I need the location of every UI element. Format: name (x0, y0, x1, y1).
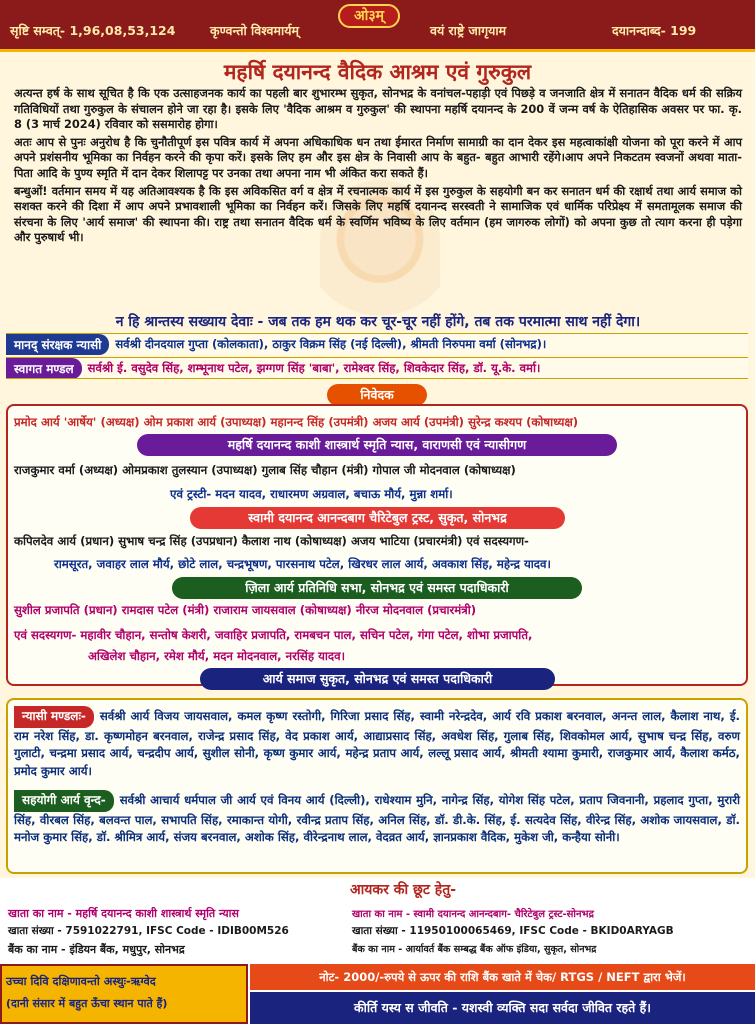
page-title: महर्षि दयानन्द वैदिक आश्रम एवं गुरुकुल (223, 60, 532, 84)
account2-number: खाता संख्या - 11950100065469, IFSC Code - BKID0ARYAGB (352, 925, 674, 937)
dayanandabd: दयानन्दाब्द- 199 (612, 23, 697, 38)
payment-note: नोट- 2000/-रुपये से ऊपर की राशि बैंक खाते में चेक/ RTGS / NEFT द्वारा भेजें। (250, 964, 755, 990)
tax-title: आयकर की छूट हेतु- (350, 882, 457, 898)
kirti-quote: कीर्ति यस्य स जीवति - यशस्वी व्यक्ति सदा सर्वदा जीवित रहते हैं। (250, 992, 755, 1024)
trust1-officers: राजकुमार वर्मा (अध्यक्ष) ओमप्रकाश तुलस्यान (उपाध्यक्ष) गुलाब सिंह चौहान (मंत्री) गोपाल जी मोदनवाल (कोषाध्यक्ष) (14, 463, 516, 477)
rigveda-meaning: (दानी संसार में बहुत ऊँचा स्थान पाते हैं) (6, 997, 168, 1010)
intro-text (14, 86, 742, 248)
helpers-tag: सहयोगी आर्य वृन्द- (14, 790, 114, 812)
sabha-officers: सुशील प्रजापति (प्रधान) रामदास पटेल (मंत्री) राजाराम जायसवाल (कोषाध्यक्ष) नीरज मोदनवाल (प्रचारमंत्री) (14, 603, 477, 617)
helpers-names: सर्वश्री आचार्य धर्मपाल जी आर्य एवं विनय आर्य (दिल्ली), राधेश्याम मुनि, नागेन्द्र सिंह, योगेश सिंह पटेल, प्रताप जिवनानी, प्रहलाद गुप्ता, मुरारी सिंह, वीरबल सिंह, बलवन्त पाल, सभापति सिंह, रमाकान्त योगी, रवीन्द्र प्रताप सिंह, अनिल सिंह, डॉ. डी.के. सिंह, ई. सत्यदेव सिंह, वीरेन्द्र सिंह, अशोक जायसवाल, डॉ. मनोज कुमार सिंह, डॉ. श्रीमित्र आर्य, संजय बरनवाल, अशोक सिंह, वीरेन्द्रनाथ लाल, वेदव्रत आर्य, ज्ञानप्रकाश वैदिक, मुकेश जी, कन्हैया सोनी। (14, 793, 740, 844)
sabha-members-1: एवं सदस्यगण- महावीर चौहान, सन्तोष केशरी, जवाहिर प्रजापति, रामबचन पाल, सचिन पटेल, गंगा पटेल, शोभा प्रजापति, (14, 628, 533, 642)
trust2-members: रामसूरत, जवाहर लाल मौर्य, छोटे लाल, चन्द्रभूषण, पारसनाथ पटेल, खिरधर लाल आर्य, अवकाश सिंह, महेन्द्र यादव। (54, 557, 551, 571)
srishti-samvat: सृष्टि सम्वत्- 1,96,08,53,124 (10, 23, 176, 38)
header-bar (0, 0, 755, 52)
patron-row (6, 333, 748, 355)
footer-left-box (0, 964, 248, 1024)
vedic-mantra: न हि श्रान्तस्य सख्याय देवाः - जब तक हम थक कर चूर-चूर नहीं होंगे, तब तक परमात्मा साथ नहीं देगा। (115, 314, 641, 330)
account1-bank: बैंक का नाम - इंडियन बैंक, मधुपुर, सोनभद्र (8, 943, 185, 956)
welcome-tag: स्वागत मण्डल (6, 358, 82, 379)
intro-paragraph-3: बन्धुओं! वर्तमान समय में यह अतिआवश्यक है कि इस अविकसित वर्ग व क्षेत्र में रचनात्मक कार्य में इस गुरुकुल के सहयोगी बन कर सनातन धर्म की रक्षार्थ तथा आर्य समाज को सशक्त करने की दिशा में आप अपने प्रभावशाली भूमिका का निर्वहन करें। जिसके लिए महर्षि दयानन्द सरस्वती ने सामाजिक एवं धार्मिक परिप्रेक्ष्य में समतामूलक समाज की संरचना के लिए 'आर्य समाज' की स्थापना की। राष्ट्र तथा सनातन वैदिक धर्म के स्वर्णिम भविष्य के लिए वर्तमान (हम जागरुक लोगों) को अपना कुछ तो त्याग करना ही पड़ेगा और पुरुषार्थ भी। (14, 183, 742, 245)
motto-1: कृण्वन्तो विश्वमार्यम् (210, 23, 299, 38)
trust2-ribbon: स्वामी दयानन्द आनन्दबाग चैरिटेबुल ट्रस्ट, सुकृत, सोनभद्र (190, 507, 565, 529)
motto-2: वयं राष्ट्रे जागृयाम (430, 23, 507, 38)
patron-tag: मानद् संरक्षक न्यासी (6, 334, 109, 355)
trustees-tag: न्यासी मण्डलः- (14, 706, 94, 728)
helpers-block (14, 790, 740, 847)
account2-bank: बैंक का नाम - आर्यावर्त बैंक सम्बद्ध बैंक ऑफ इंडिया, सुकृत, सोनभद्र (352, 944, 597, 955)
welcome-names: सर्वश्री ई. वसुदेव सिंह, शम्भूनाथ पटेल, झग्गण सिंह 'बाबा', रामेश्वर सिंह, शिवकेदार सिंह, डॉ. यू.के. वर्मा। (87, 360, 541, 375)
sabha-members-2: अखिलेश चौहान, रमेश मौर्य, मदन मोदनवाल, नरसिंह यादव। (88, 649, 346, 663)
trust1-trustees: एवं ट्रस्टी- मदन यादव, राधारमण अग्रवाल, बचाऊ मौर्य, मुन्ना शर्मा। (170, 487, 453, 501)
om-emblem: ओ३म् (338, 4, 400, 28)
account1-number: खाता संख्या - 7591022791, IFSC Code - IDIB00M526 (8, 925, 289, 937)
aryasamaj-ribbon: आर्य समाज सुकृत, सोनभद्र एवं समस्त पदाधिकारी (200, 668, 555, 690)
sabha-ribbon: ज़िला आर्य प्रतिनिधि सभा, सोनभद्र एवं समस्त पदाधिकारी (172, 577, 582, 599)
trust1-ribbon: महर्षि दयानन्द काशी शास्त्रार्थ स्मृति न्यास, वाराणसी एवं न्यासीगण (137, 434, 617, 456)
patron-names: सर्वश्री दीनदयाल गुप्ता (कोलकाता), ठाकुर विक्रम सिंह (नई दिल्ली), श्रीमती निरुपमा वर्मा (सोनभद्र)। (115, 337, 547, 351)
account1-name: खाता का नाम - महर्षि दयानन्द काशी शास्त्रार्थ स्मृति न्यास (8, 907, 239, 920)
nivedak-ribbon: निवेदक (327, 384, 427, 406)
intro-paragraph-1: अत्यन्त हर्ष के साथ सूचित है कि एक उत्साहजनक कार्य का पहली बार शुभारम्भ सुकृत, सोनभद्र के वनांचल-पहाड़ी एवं पिछड़े व जनजाति क्षेत्र में सनातन वैदिक धर्म की सक्रिय गतिविधियों तथा गुरुकुल के संचालन होने जा रहा है। इसके लिए 'वैदिक आश्रम व गुरुकुल' की स्थापना महर्षि दयानन्द के 200 वें जन्म वर्ष के ऐतिहासिक अवसर पर फा. कृ. 8 (3 मार्च 2024) रविवार को ससमारोह होगा। (14, 86, 742, 132)
intro-paragraph-2: अतः आप से पुनः अनुरोध है कि चुनौतीपूर्ण इस पवित्र कार्य में अपना अधिकाधिक धन तथा ईमारत निर्माण सामाग्री का दान देकर इस महत्वाकांक्षी योजना को पूरा करने में आप अपने प्रशंसनीय भूमिका का निर्वहन करने की कृपा करें। इसके लिए हम और इस क्षेत्र के निवासी आप के बहुत- बहुत आभारी रहेंगे।आप अपने निकटतम स्वजनों अथवा माता-पिता आदि के पुण्य स्मृति में दान देकर शिलापट्ट पर उनका तथा अपना नाम भी अंकित करा सकते हैं। (14, 134, 742, 180)
trustees-block (14, 706, 740, 780)
rigveda-quote: उच्चा दिवि दक्षिणावन्तो अस्थुः-ऋग्वेद (6, 975, 156, 988)
account2-name: खाता का नाम - स्वामी दयानन्द आनन्दबाग- चैरिटेबुल ट्रस्ट-सोनभद्र (352, 909, 594, 920)
welcome-row (6, 357, 748, 379)
trust2-officers: कपिलदेव आर्य (प्रधान) सुभाष चन्द्र सिंह (उपप्रधान) कैलाश नाथ (कोषाध्यक्ष) अजय भाटिया (प्रचारमंत्री) एवं सदस्यगण- (14, 534, 529, 548)
trustees-names: सर्वश्री आर्य विजय जायसवाल, कमल कृष्ण रस्तोगी, गिरिजा प्रसाद सिंह, स्वामी नरेन्द्रदेव, आर्य रवि प्रकाश बरनवाल, अनन्त लाल, कैलाश नाथ, ई. राम नरेश सिंह, डा. कृष्णमोहन बरनवाल, राजेन्द्र प्रसाद सिंह, वेद प्रकाश आर्य, आद्याप्रसाद सिंह, अवधेश सिंह, गुलाब सिंह, शिवकोमल आर्य, सुभाष चन्द्र सिंह, वरुण गुलाटी, चन्द्रमा प्रसाद आर्य, चन्द्रदीप आर्य, सुशील सोनी, कृष्ण कुमार आर्य, महेन्द्र प्रताप आर्य, लल्लू प्रसाद आर्य, श्रीमती श्यामा कुमारी, राजकुमार आर्य, कैलाश कर्मठ, प्रमोद कुमार आर्य। (14, 709, 740, 778)
group1-officers: प्रमोद आर्य 'आर्षेय' (अध्यक्ष) ओम प्रकाश आर्य (उपाध्यक्ष) महानन्द सिंह (उपमंत्री) अजय आर्य (उपमंत्री) सुरेन्द्र कश्यप (कोषाध्यक्ष) (14, 415, 579, 429)
